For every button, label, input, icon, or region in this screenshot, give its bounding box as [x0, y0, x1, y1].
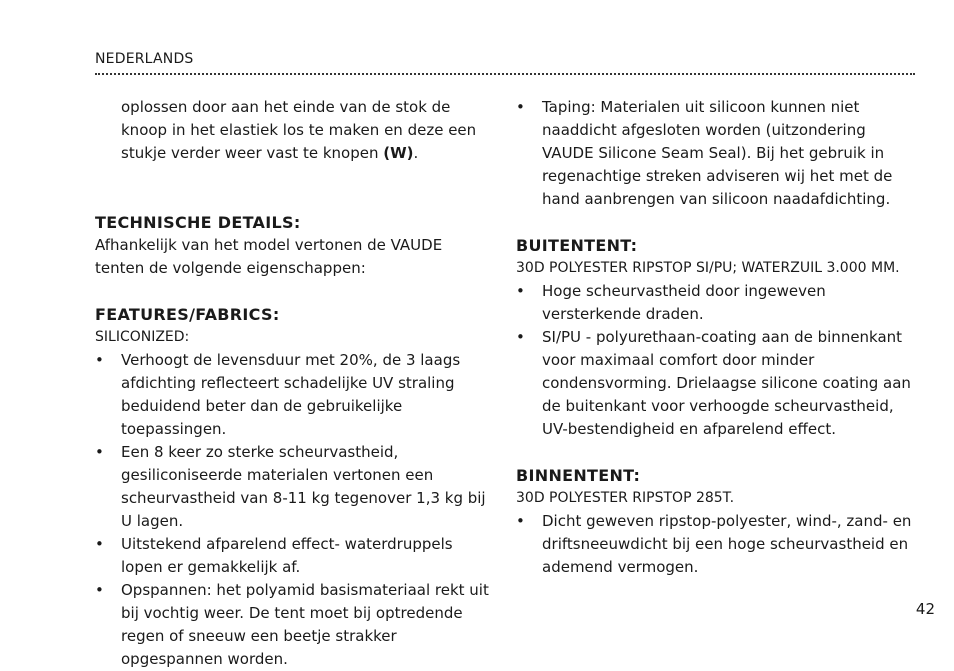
binnentent-heading: BINNENTENT:: [516, 466, 641, 485]
list-item: [516, 280, 916, 326]
page-number: 42: [915, 600, 935, 618]
features-heading: FEATURES/FABRICS:: [95, 305, 280, 324]
features-list: [95, 349, 495, 671]
list-item-text: Uitstekend afparelend effect- waterdruppels lopen er gemakkelijk af.: [121, 535, 453, 576]
tech-heading: TECHNISCHE DETAILS:: [95, 213, 301, 232]
bullet-glyph: •: [95, 351, 104, 369]
left-column: [95, 96, 495, 671]
bullet-glyph: •: [516, 98, 525, 116]
list-item: [95, 441, 495, 533]
list-item: [516, 510, 916, 579]
taping-list: [516, 96, 916, 211]
list-item: [516, 96, 916, 211]
intro-end: .: [413, 144, 419, 162]
bullet-glyph: •: [516, 328, 525, 346]
intro-paragraph: [95, 96, 495, 165]
list-item-text: Verhoogt de levensduur met 20%, de 3 laags afdichting reflecteert schadelijke UV straling beduidend beter dan de gebruikelijke toepassingen.: [121, 351, 461, 438]
list-item: [95, 349, 495, 441]
bullet-glyph: •: [95, 535, 104, 553]
bullet-glyph: •: [95, 443, 104, 461]
list-item-text: Hoge scheurvastheid door ingeweven versterkende draden.: [542, 282, 826, 323]
binnentent-sub: 30D POLYESTER RIPSTOP 285T.: [516, 490, 735, 506]
list-item-text: Opspannen: het polyamid basismateriaal rekt uit bij vochtig weer. De tent moet bij optredende regen of sneeuw een beetje strakker opgespannen worden.: [121, 581, 489, 668]
bullet-glyph: •: [516, 512, 525, 530]
list-item-text: Een 8 keer zo sterke scheurvastheid, gesiliconiseerde materialen vertonen een scheurvastheid van 8-11 kg tegenover 1,3 kg bij U lagen.: [121, 443, 486, 530]
features-sub: SILICONIZED:: [95, 329, 190, 345]
list-item-text: SI/PU - polyurethaan-coating aan de binnenkant voor maximaal comfort door minder condensvorming. Drielaagse silicone coating aan de buitenkant voor verhoogde scheurvastheid, UV-bestendigheid en afparelend effect.: [542, 328, 911, 438]
list-item-text: Dicht geweven ripstop-polyester, wind-, zand- en driftsneeuwdicht bij een hoge scheurvastheid en ademend vermogen.: [542, 512, 912, 576]
buitentent-heading: BUITENTENT:: [516, 236, 638, 255]
buitentent-list: [516, 280, 916, 441]
buitentent-sub: 30D POLYESTER RIPSTOP SI/PU; WATERZUIL 3.000 MM.: [516, 260, 900, 276]
right-column: [516, 96, 916, 579]
binnentent-list: [516, 510, 916, 579]
bullet-glyph: •: [516, 282, 525, 300]
intro-text: oplossen door aan het einde van de stok de knoop in het elastiek los te maken en deze een stukje verder weer vast te knopen: [121, 98, 477, 162]
list-item: [95, 533, 495, 579]
section-language-label: NEDERLANDS: [95, 51, 194, 67]
taping-text: Taping: Materialen uit silicoon kunnen niet naaddicht afgesloten worden (uitzondering VAUDE Silicone Seam Seal). Bij het gebruik in regenachtige streken adviseren wij het met de hand aanbrengen van silicoon naadafdichting.: [542, 98, 893, 208]
intro-bold-ref: (W): [383, 144, 414, 162]
list-item: [516, 326, 916, 441]
bullet-glyph: •: [95, 581, 104, 599]
list-item: [95, 579, 495, 671]
dotted-divider: [95, 73, 915, 75]
tech-text: Afhankelijk van het model vertonen de VAUDE tenten de volgende eigenschappen:: [95, 236, 443, 277]
